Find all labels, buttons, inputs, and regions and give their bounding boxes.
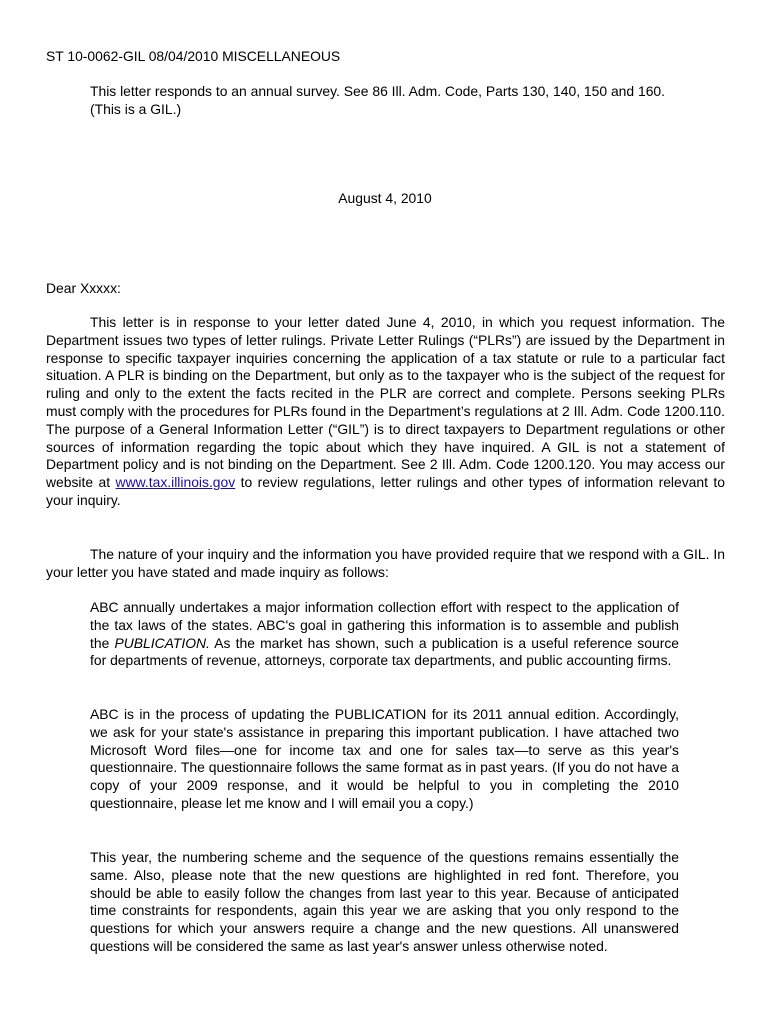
- quote1-text-end: As the market has shown, such a publication is a useful reference source for departments of revenue, attorneys, corporate tax departments, and public accounting firms.: [90, 634, 679, 669]
- intro-line-1: This letter responds to an annual survey. See 86 Ill. Adm. Code, Parts 130, 140, 150 and 160.: [90, 83, 666, 99]
- quoted-paragraph-2: ABC is in the process of updating the PUBLICATION for its 2011 annual edition. Accordingly, we ask for your state's assistance in preparing this important publication. I have attached two Microsoft Word files—one for income tax and one for sales tax—to serve as this year's questionnaire. The questionnaire follows the same format as in past years. (If you do not have a copy of your 2009 response, and it would be helpful to you in completing the 2010 questionnaire, please let me know and I will email you a copy.): [90, 706, 679, 811]
- website-link[interactable]: www.tax.illinois.gov: [115, 474, 236, 491]
- salutation: Dear Xxxxx:: [46, 280, 121, 296]
- publication-title: PUBLICATION.: [114, 634, 210, 651]
- quote1-text: ABC annually undertakes a major information collection effort with respect to the application of the tax laws of the states. ABC's goal in gathering this information is to assemble and publish the: [90, 599, 679, 651]
- intro-note: [90, 83, 726, 119]
- quoted-paragraph-3: This year, the numbering scheme and the sequence of the questions remains essentially the same. Also, please note that the new questions are highlighted in red font. Therefore, you should be able to easily follow the changes from last year to this year. Because of anticipated time constraints for respondents, again this year we are asking that you only respond to the questions for which your answers require a change and the new questions. All unanswered questions will be considered the same as last year's answer unless otherwise noted.: [90, 849, 679, 954]
- paragraph-response: [46, 314, 725, 510]
- paragraph-response-text: This letter is in response to your letter dated June 4, 2010, in which you request information. The Department issues two types of letter rulings. Private Letter Rulings (“PLRs”) are issued by the Department in response to specific taxpayer inquiries concerning the application of a tax statute or rule to a particular fact situation. A PLR is binding on the Department, but only as to the taxpayer who is the subject of the request for ruling and only to the extent the facts recited in the PLR are correct and complete. Persons seeking PLRs must comply with the procedures for PLRs found in the Department’s regulations at 2 Ill. Adm. Code 1200.110. The purpose of a General Information Letter (“GIL”) is to direct taxpayers to Department regulations or other sources of information regarding the topic about which they have inquired. A GIL is not a statement of Department policy and is not binding on the Department. See 2 Ill. Adm. Code 1200.120. You may access our website at: [46, 314, 725, 491]
- paragraph-response-text-end: to review regulations, letter rulings and other types of information relevant to your inquiry.: [46, 474, 725, 508]
- letter-date: August 4, 2010: [338, 190, 432, 206]
- quoted-paragraph-1: [90, 599, 679, 670]
- paragraph-inquiry: The nature of your inquiry and the information you have provided require that we respond with a GIL. In your letter you have stated and made inquiry as follows:: [46, 546, 725, 580]
- intro-line-2: (This is a GIL.): [90, 100, 182, 117]
- document-header: ST 10-0062-GIL 08/04/2010 MISCELLANEOUS: [46, 48, 341, 64]
